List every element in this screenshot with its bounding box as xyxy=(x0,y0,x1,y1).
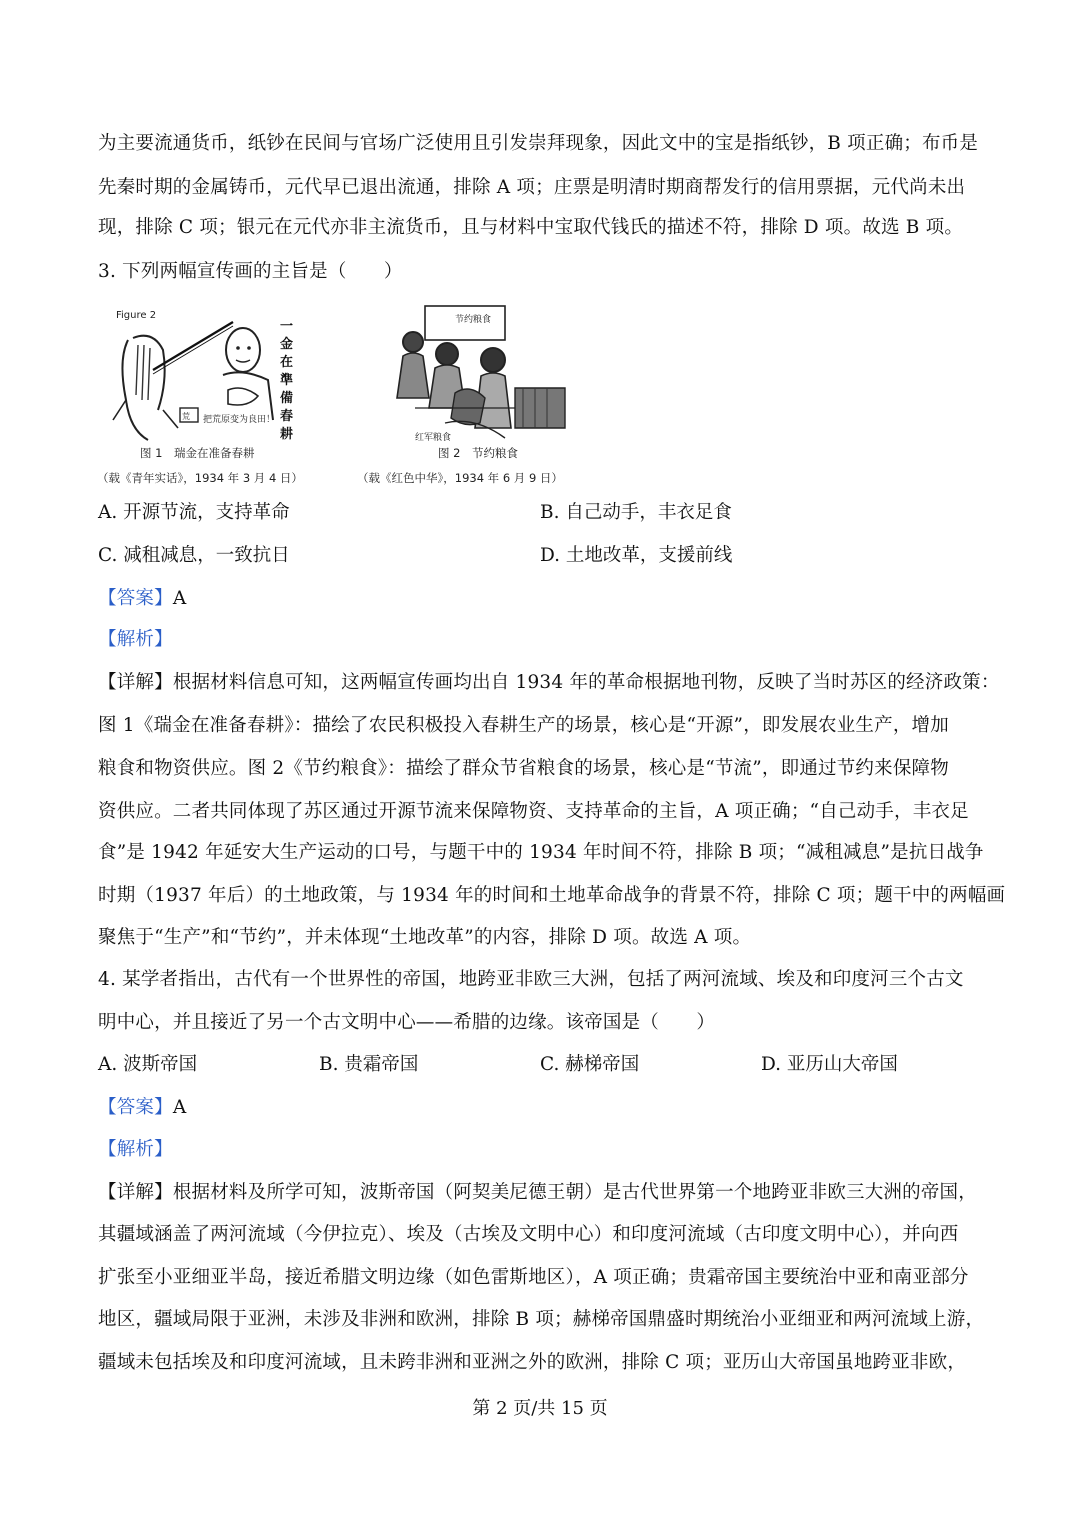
figure-2-caption: 图 2 节约粮食 xyxy=(438,446,518,460)
q4-analysis-heading xyxy=(98,1137,988,1163)
q3-analysis-heading xyxy=(98,627,988,653)
paragraph-line: 为主要流通货币，纸钞在民间与官场广泛使用且引发崇拜现象，因此文中的宝是指纸钞，B 项正确；布币是 xyxy=(98,133,979,154)
svg-text:一: 一 xyxy=(280,319,294,334)
svg-text:準: 準 xyxy=(280,373,294,388)
paragraph-line: 现，排除 C 项；银元在元代亦非主流货币，且与材料中宝取代钱氏的描述不符，排除 D 项。故选 B 项。 xyxy=(98,217,964,238)
svg-text:在: 在 xyxy=(280,355,294,370)
page-number: 第 2 页/共 15 页 xyxy=(472,1398,608,1419)
figure-1-illustration xyxy=(108,300,298,450)
svg-text:荒: 荒 xyxy=(182,412,190,421)
figure-bottom-text: 红军粮食 xyxy=(415,433,452,443)
question-4-stem: 明中心，并且接近了另一个古文明中心——希腊的边缘。该帝国是（ ） xyxy=(98,1012,716,1033)
detail-label: 【详解】 xyxy=(98,1182,173,1203)
q3-detail-line: 聚焦于“生产”和“节约”，并未体现“土地改革”的内容，排除 D 项。故选 A 项。 xyxy=(98,927,752,948)
figure-vertical-slogan xyxy=(280,319,293,442)
answer-label: 【答案】 xyxy=(98,588,173,609)
question-4-stem: 4. 某学者指出，古代有一个世界性的帝国，地跨亚非欧三大洲，包括了两河流域、埃及和印度河三个古文 xyxy=(98,969,964,990)
question-3-stem: 3. 下列两幅宣传画的主旨是（ ） xyxy=(98,261,403,282)
q4-detail-line: 地区，疆域局限于亚洲，未涉及非洲和欧洲，排除 B 项；赫梯帝国鼎盛时期统治小亚细亚和两河流域上游， xyxy=(98,1309,985,1330)
q4-detail-line: 扩张至小亚细亚半岛，接近希腊文明边缘（如色雷斯地区），A 项正确；贵霜帝国主要统治中亚和南亚部分 xyxy=(98,1267,969,1288)
figure-1-caption: 图 1 瑞金在准备春耕 xyxy=(140,446,255,460)
analysis-label: 【解析】 xyxy=(98,1139,173,1160)
q3-detail-line: 图 1《瑞金在准备春耕》：描绘了农民积极投入春耕生产的场景，核心是“开源”，即发展农业生产，增加 xyxy=(98,715,949,736)
svg-text:備: 備 xyxy=(280,391,294,406)
q3-option-d: D. 土地改革，支援前线 xyxy=(540,545,733,566)
q3-detail-line: 食”是 1942 年延安大生产运动的口号，与题干中的 1934 年时间不符，排除 B 项；“减租减息”是抗日战争 xyxy=(98,842,984,863)
saving-grain-drawing-image xyxy=(385,298,585,448)
paragraph-line: 先秦时期的金属铸币，元代早已退出流通，排除 A 项；庄票是明清时期商帮发行的信用票据，元代尚未出 xyxy=(98,177,966,198)
figure-2-illustration xyxy=(385,298,585,448)
figure-tag: Figure 2 xyxy=(116,310,157,321)
detail-label: 【详解】 xyxy=(98,672,173,693)
q4-option-c: C. 赫梯帝国 xyxy=(540,1054,640,1075)
q4-option-a: A. 波斯帝国 xyxy=(98,1054,198,1075)
q4-option-b: B. 贵霜帝国 xyxy=(319,1054,419,1075)
q3-answer xyxy=(98,586,988,612)
analysis-label: 【解析】 xyxy=(98,629,173,650)
figure-2-source: （载《红色中华》，1934 年 6 月 9 日） xyxy=(357,471,563,485)
q3-option-c: C. 减租减息，一致抗日 xyxy=(98,545,290,566)
farmer-drawing-image xyxy=(108,300,298,450)
svg-text:金: 金 xyxy=(280,337,294,352)
figure-sign-text: 节约粮食 xyxy=(455,315,492,325)
q4-option-d: D. 亚历山大帝国 xyxy=(761,1054,898,1075)
svg-text:耕: 耕 xyxy=(280,427,294,442)
q4-detail-line: 疆域未包括埃及和印度河流域，且未跨非洲和亚洲之外的欧洲，排除 C 项；亚历山大帝国虽地跨亚非欧， xyxy=(98,1352,967,1373)
q4-detail-line: 其疆域涵盖了两河流域（今伊拉克）、埃及（古埃及文明中心）和印度河流域（古印度文明中心），并向西 xyxy=(98,1224,959,1245)
q3-detail-line: 粮食和物资供应。图 2《节约粮食》：描绘了群众节省粮食的场景，核心是“节流”，即通过节约来保障物 xyxy=(98,758,949,779)
svg-text:春: 春 xyxy=(280,409,294,424)
q4-answer xyxy=(98,1095,988,1121)
q3-detail-line: 时期（1937 年后）的土地政策，与 1934 年的时间和土地革命战争的背景不符，排除 C 项；题干中的两幅画 xyxy=(98,885,1006,906)
q3-detail-line: 【详解】根据材料信息可知，这两幅宣传画均出自 1934 年的革命根据地刊物，反映了当时苏区的经济政策： xyxy=(98,672,1000,693)
answer-value: A xyxy=(172,1097,187,1118)
figure-1-source: （载《青年实话》，1934 年 3 月 4 日） xyxy=(97,471,303,485)
q3-option-a: A. 开源节流，支持革命 xyxy=(98,502,290,523)
answer-value: A xyxy=(172,588,187,609)
figure-inner-slogan: 把荒原变为良田！ xyxy=(203,415,276,425)
q3-option-b: B. 自己动手，丰衣足食 xyxy=(540,502,732,523)
answer-label: 【答案】 xyxy=(98,1097,173,1118)
q3-detail-line: 资供应。二者共同体现了苏区通过开源节流来保障物资、支持革命的主旨，A 项正确；“自己动手，丰衣足 xyxy=(98,801,969,822)
q4-detail-line: 【详解】根据材料及所学可知，波斯帝国（阿契美尼德王朝）是古代世界第一个地跨亚非欧三大洲的帝国， xyxy=(98,1182,977,1203)
